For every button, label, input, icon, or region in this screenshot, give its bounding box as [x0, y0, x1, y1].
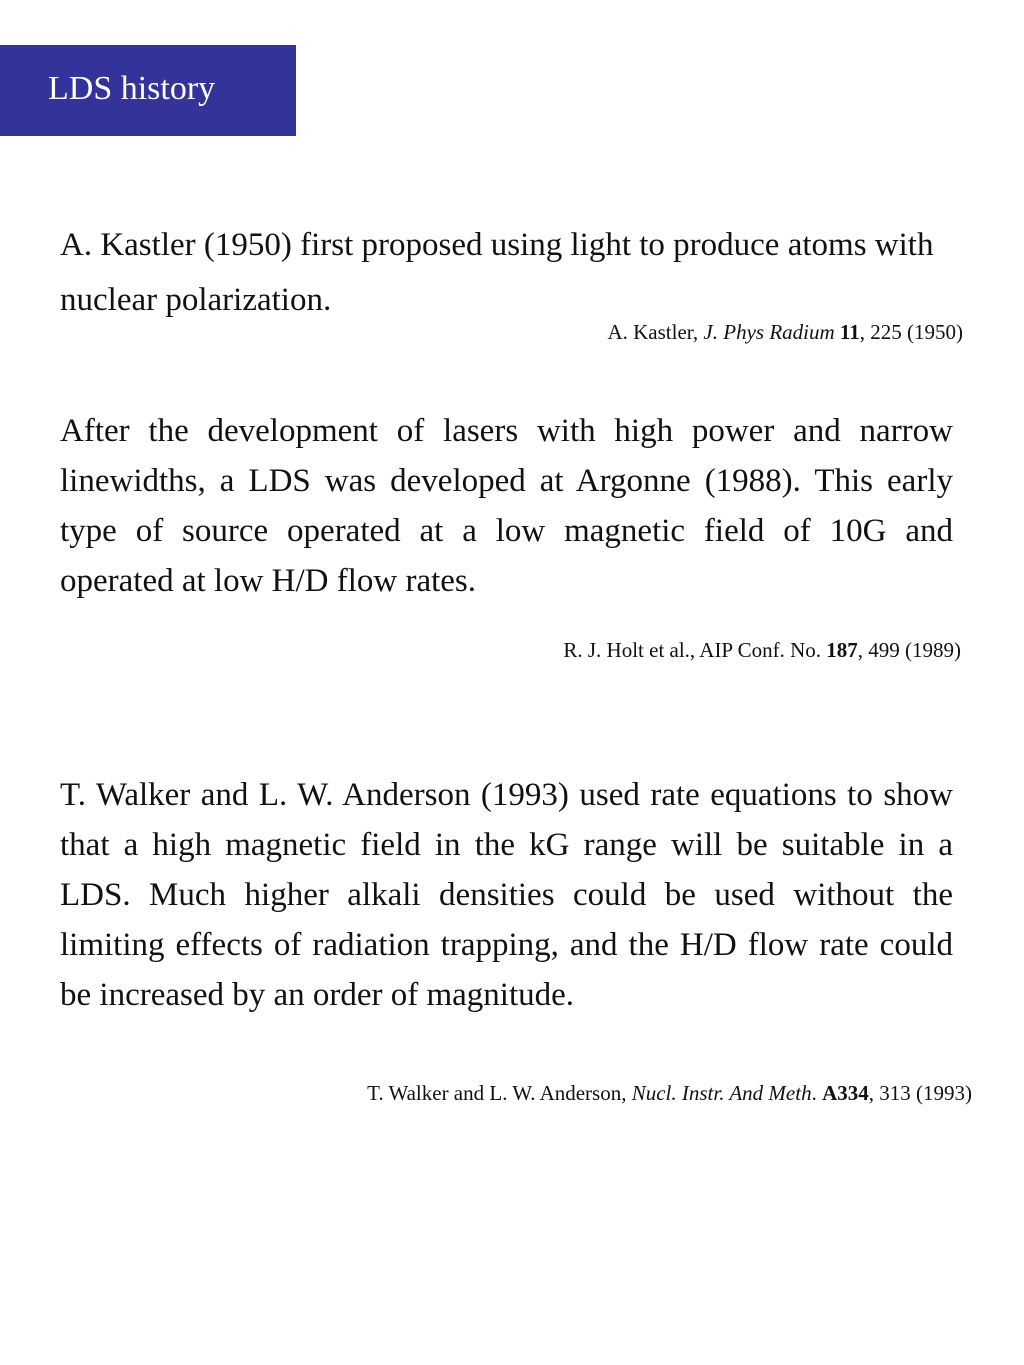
slide-title: LDS history: [48, 70, 216, 107]
citation-journal: J. Phys Radium: [703, 320, 835, 344]
citation-volume: 11: [839, 320, 860, 344]
citation-pages-year: , 225 (1950): [859, 320, 963, 344]
citation-authors: A. Kastler,: [607, 320, 704, 344]
citation-kastler: [607, 318, 963, 346]
citation-volume: 187: [826, 638, 858, 662]
citation-pages-year: , 499 (1989): [857, 638, 961, 662]
citation-walker-anderson: [367, 1079, 972, 1107]
citation-separator: .: [811, 1081, 823, 1105]
paragraph-walker-anderson: T. Walker and L. W. Anderson (1993) used rate equations to show that a high magnetic field in the kG range will be suitable in a LDS. Much higher alkali densities could be used without the limiting effects of radiation trapping, and the H/D flow rate could be increased by an order of magnitude.: [60, 777, 953, 1013]
citation-holt: [563, 636, 961, 664]
citation-journal: Nucl. Instr. And Meth: [631, 1081, 812, 1105]
citation-authors: R. J. Holt et al., AIP Conf. No.: [563, 638, 827, 662]
citation-authors: T. Walker and L. W. Anderson,: [367, 1081, 632, 1105]
paragraph-kastler: A. Kastler (1950) first proposed using light to produce atoms with nuclear polarization.: [60, 227, 934, 318]
title-banner: [0, 45, 296, 136]
citation-volume: A334: [822, 1081, 869, 1105]
paragraph-argonne: After the development of lasers with high power and narrow linewidths, a LDS was developed at Argonne (1988). This early type of source operated at a low magnetic field of 10G and operated at low H/D flow rates.: [60, 413, 953, 599]
citation-pages-year: , 313 (1993): [868, 1081, 972, 1105]
